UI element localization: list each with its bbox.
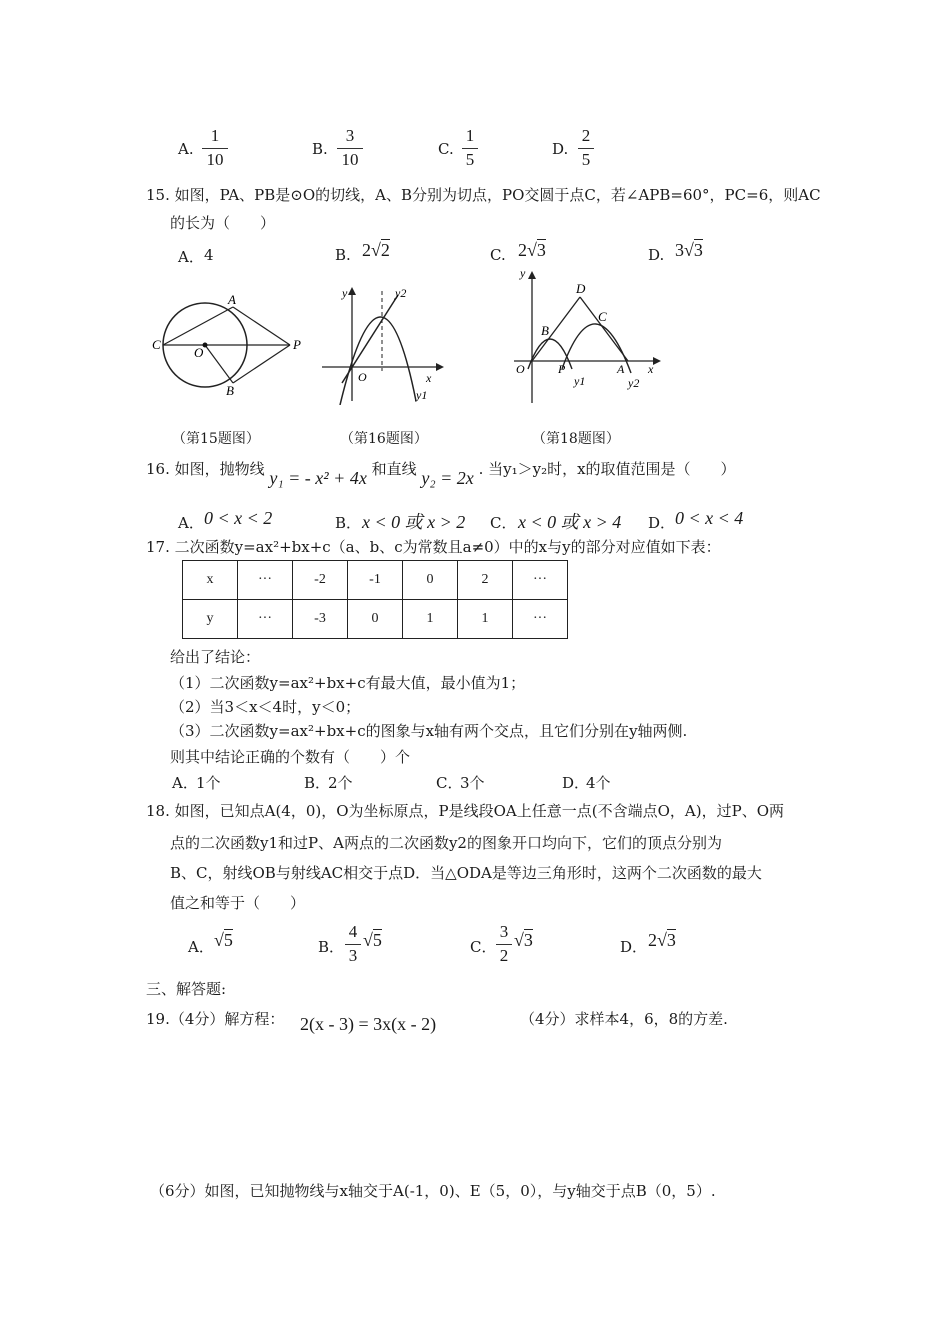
label-b: B [541,323,549,338]
q16-option-b-letter: B． [335,514,362,532]
q16-option-a-value: 0 < x < 2 [204,508,273,528]
q16-equation-parabola: y₁ = - x² + 4x [269,468,367,488]
q15-option-b-radical: 2√2 [362,240,390,260]
q15-option-d-letter: D. [648,246,665,264]
q18-option-c-letter: C． [470,938,497,956]
label-o: O [194,345,204,360]
table-cell: 1 [403,600,458,639]
q16-suffix: . 当y₁＞y₂时，x的取值范围是（ ） [478,460,736,478]
label-x: x [648,362,654,376]
label-a: A [617,362,625,376]
table-cell: ··· [238,561,293,600]
q17-option-c-value: 3个 [460,774,485,792]
q14-option-a-fraction: 1 10 [202,126,228,170]
q16-option-d-value: 0 < x < 4 [675,508,744,528]
q18-stem-line1: 18. 如图，已知点A(4，0)，O为坐标原点，P是线段OA上任意一点(不含端点O，A)，过P、O两 [146,802,784,820]
q16-option-d-letter: D． [648,514,676,532]
radius-ob [205,345,233,383]
y-axis-arrow [528,271,536,279]
q15-option-c-letter: C. [490,246,506,264]
q14-option-b-fraction: 3 10 [337,126,363,170]
section-3-heading: 三、解答题: [146,980,227,998]
label-o: O [358,370,367,384]
q15-option-a-letter: A． [178,248,204,266]
q17-option-a-value: 1个 [196,774,221,792]
table-cell: 1 [458,600,513,639]
ray-ob [532,297,580,361]
x-axis-arrow [436,363,444,371]
caption-fig15: （第15题图） [172,431,260,447]
q18-option-b-radical: √5 [363,930,382,950]
table-cell: -1 [348,561,403,600]
label-o: O [516,362,525,376]
label-y2: y2 [628,376,640,390]
q18-option-a-letter: A． [188,938,214,956]
label-x: x [426,371,432,385]
q18-stem-line2: 点的二次函数y1和过P、A两点的二次函数y2的图象开口均向下，它们的顶点分别为 [170,834,722,852]
q17-option-d-letter: D． [562,774,590,792]
table-cell: y [183,600,238,639]
q21-text: （6分）如图，已知抛物线与x轴交于A(-1，0)、E（5，0），与y轴交于点B（0，5）. [150,1182,716,1200]
q17-conclusion-1: （1）二次函数y=ax²+bx+c有最大值，最小值为1； [170,674,526,692]
table-row-x [183,561,568,600]
q19-equation: 2(x - 3) = 3x(x - 2) [300,1014,437,1034]
q16-mid: 和直线 [371,460,417,478]
q19-label: 19.（4分）解方程： [146,1010,285,1028]
q18-option-c-fraction: 3 2 [496,922,512,966]
label-y2: y2 [395,286,407,300]
q20-text: （4分）求样本4，6，8的方差. [520,1010,728,1028]
chord-ca [163,307,233,345]
q15-stem-line1: 15. 如图，PA、PB是⊙O的切线，A、B分别为切点，PO交圆于点C，若∠APB=60°，PC=6，则AC [146,186,821,204]
label-a: A [228,292,236,307]
table-cell: ··· [238,600,293,639]
q14-option-c-letter: C. [438,140,454,158]
table-cell: 0 [348,600,403,639]
q17-option-c-letter: C． [436,774,463,792]
q16-stem [146,458,736,488]
table-cell: x [183,561,238,600]
label-c: C [152,337,161,352]
q15-option-c-radical: 2√3 [518,240,546,260]
q18-option-c-radical: √3 [514,930,533,950]
label-d: D [576,281,586,296]
figure-16-parabola-line [318,283,448,405]
q18-stem-line3: B、C，射线OB与射线AC相交于点D．当△ODA是等边三角形时，这两个二次函数的最大 [170,864,762,882]
label-p: P [558,362,566,376]
table-cell: 2 [458,561,513,600]
q14-option-c-fraction: 1 5 [462,126,478,170]
table-cell: ··· [513,600,568,639]
x-axis-arrow [653,357,661,365]
q14-option-d-fraction: 2 5 [578,126,594,170]
label-y: y [342,286,348,300]
parabola-y1 [528,339,572,369]
option-letter: A. [178,140,194,158]
caption-fig18: （第18题图） [532,431,620,447]
line-y2 [342,295,398,383]
q15-option-a-value: 4 [204,246,214,264]
q14-option-b-letter: B. [312,140,328,158]
q17-value-table [182,560,568,639]
q18-stem-line4: 值之和等于（ ） [170,894,306,912]
q18-option-a-radical: √5 [214,930,233,950]
q15-option-d-radical: 3√3 [675,240,703,260]
table-row-y [183,600,568,639]
tangent-pa [233,307,290,345]
q16-option-c-letter: C． [490,514,517,532]
label-p: P [293,337,301,352]
label-y1: y1 [574,374,586,388]
q16-option-b-value: x < 0 或 x > 2 [362,512,466,532]
q15-stem-line2: 的长为（ ） [170,214,276,232]
q17-stem: 17. 二次函数y=ax²+bx+c（a、b、c为常数且a≠0）中的x与y的部分对应值如下表： [146,538,721,556]
tangent-pb [233,345,290,383]
q18-option-b-letter: B． [318,938,345,956]
caption-fig16: （第16题图） [340,431,428,447]
q16-equation-line: y₂ = 2x [421,468,474,488]
q17-intro: 给出了结论： [170,648,261,666]
q18-option-d-radical: 2√3 [648,930,676,950]
q18-option-b-fraction: 4 3 [345,922,361,966]
q16-prefix: 16. 如图，抛物线 [146,460,265,478]
q18-option-d-letter: D． [620,938,648,956]
label-y: y [520,266,526,280]
q17-conclusion-2: （2）当3＜x＜4时，y＜0； [170,698,361,716]
table-cell: -2 [293,561,348,600]
table-cell: 0 [403,561,458,600]
q15-option-b-letter: B. [335,246,351,264]
q17-option-b-value: 2个 [328,774,353,792]
q17-option-b-letter: B． [304,774,331,792]
ray-ac [580,297,628,361]
label-c: C [598,309,607,324]
figure-18-two-parabolas [510,265,665,405]
q17-question: 则其中结论正确的个数有（ ）个 [170,748,411,766]
q14-option-d-letter: D. [552,140,569,158]
q17-option-d-value: 4个 [586,774,611,792]
table-cell: -3 [293,600,348,639]
q17-conclusion-3: （3）二次函数y=ax²+bx+c的图象与x轴有两个交点，且它们分别在y轴两侧. [170,722,688,740]
q16-option-a-letter: A． [178,514,204,532]
label-b: B [226,383,234,398]
y-axis-arrow [348,287,356,295]
q16-option-c-value: x < 0 或 x > 4 [518,512,622,532]
q17-option-a-letter: A． [172,774,198,792]
figure-15-circle-tangents [150,285,315,405]
label-y1: y1 [416,388,428,402]
table-cell: ··· [513,561,568,600]
